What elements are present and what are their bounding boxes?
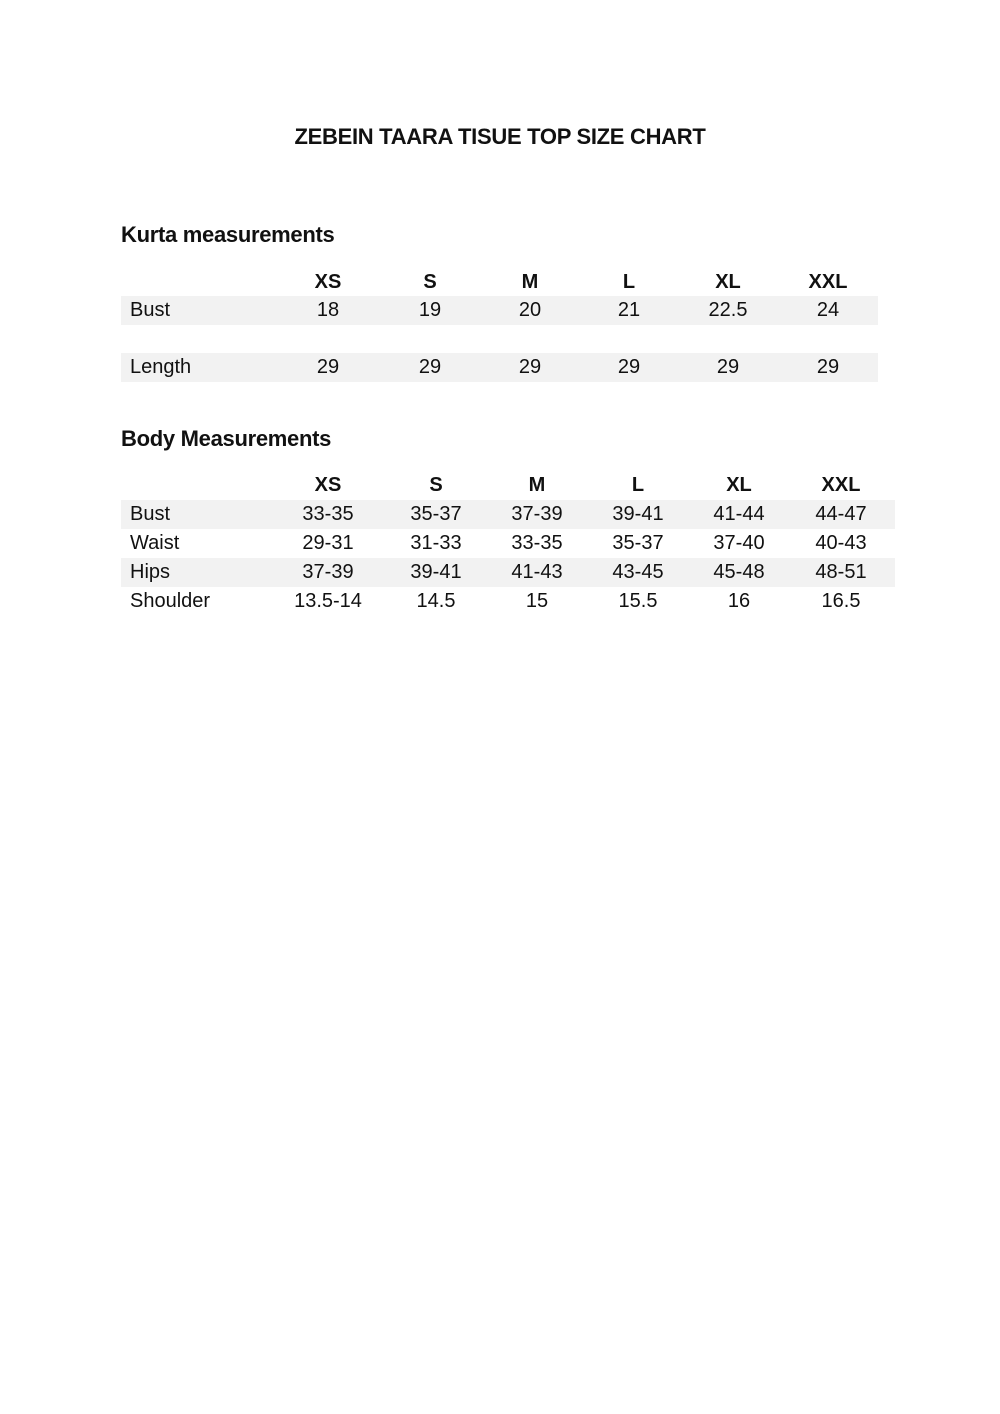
size-header: S [423, 271, 437, 293]
table-cell: 24 [816, 299, 840, 321]
table-row [121, 587, 895, 616]
table-cell: 14.5 [416, 590, 456, 612]
table-cell: 13.5-14 [294, 590, 362, 612]
table-cell: 29 [418, 356, 442, 378]
row-label: Bust [130, 299, 171, 321]
row-label: Hips [130, 561, 171, 583]
table-cell: 39-41 [410, 561, 462, 583]
page-title: ZEBEIN TAARA TISUE TOP SIZE CHART [294, 124, 706, 149]
table-cell: 48-51 [815, 561, 867, 583]
table-row [121, 353, 878, 382]
table-cell: 29 [518, 356, 542, 378]
table-cell: 16 [727, 590, 751, 612]
table-cell: 37-40 [713, 532, 765, 554]
table-row [121, 529, 895, 558]
table-cell: 43-45 [612, 561, 664, 583]
row-label: Waist [130, 532, 180, 554]
table-cell: 41-44 [713, 503, 765, 525]
table-cell: 29 [716, 356, 740, 378]
table-cell: 35-37 [410, 503, 462, 525]
table-cell: 31-33 [410, 532, 462, 554]
size-header: S [429, 474, 443, 496]
table-cell: 15.5 [618, 590, 658, 612]
size-header: L [622, 271, 636, 293]
row-label: Length [130, 356, 192, 378]
size-header: XL [726, 474, 752, 496]
size-header: XS [314, 474, 342, 496]
table-cell: 29 [316, 356, 340, 378]
body-heading: Body Measurements [121, 426, 332, 451]
table-cell: 35-37 [612, 532, 664, 554]
table-cell: 45-48 [713, 561, 765, 583]
table-row [121, 296, 878, 325]
table-cell: 29 [617, 356, 641, 378]
table-cell: 44-47 [815, 503, 867, 525]
table-row [121, 500, 895, 529]
table-cell: 37-39 [511, 503, 563, 525]
row-label: Bust [130, 503, 171, 525]
size-header: L [631, 474, 645, 496]
table-row [121, 558, 895, 587]
size-header: XXL [821, 474, 861, 496]
table-cell: 19 [418, 299, 442, 321]
table-cell: 41-43 [511, 561, 563, 583]
table-cell: 33-35 [511, 532, 563, 554]
table-cell: 20 [518, 299, 542, 321]
kurta-heading: Kurta measurements [121, 222, 335, 247]
table-cell: 39-41 [612, 503, 664, 525]
table-cell: 15 [525, 590, 549, 612]
table-cell: 22.5 [708, 299, 748, 321]
size-header: M [521, 271, 539, 293]
table-cell: 18 [316, 299, 340, 321]
table-cell: 40-43 [815, 532, 867, 554]
size-header: XXL [808, 271, 848, 293]
size-header: XS [314, 271, 342, 293]
size-header: XL [715, 271, 741, 293]
table-cell: 29-31 [302, 532, 354, 554]
size-header: M [528, 474, 546, 496]
table-cell: 29 [816, 356, 840, 378]
kurta-header-row [121, 268, 878, 297]
row-label: Shoulder [130, 590, 211, 612]
body-header-row [121, 471, 895, 500]
table-cell: 37-39 [302, 561, 354, 583]
table-cell: 21 [617, 299, 641, 321]
table-cell: 33-35 [302, 503, 354, 525]
table-cell: 16.5 [821, 590, 861, 612]
